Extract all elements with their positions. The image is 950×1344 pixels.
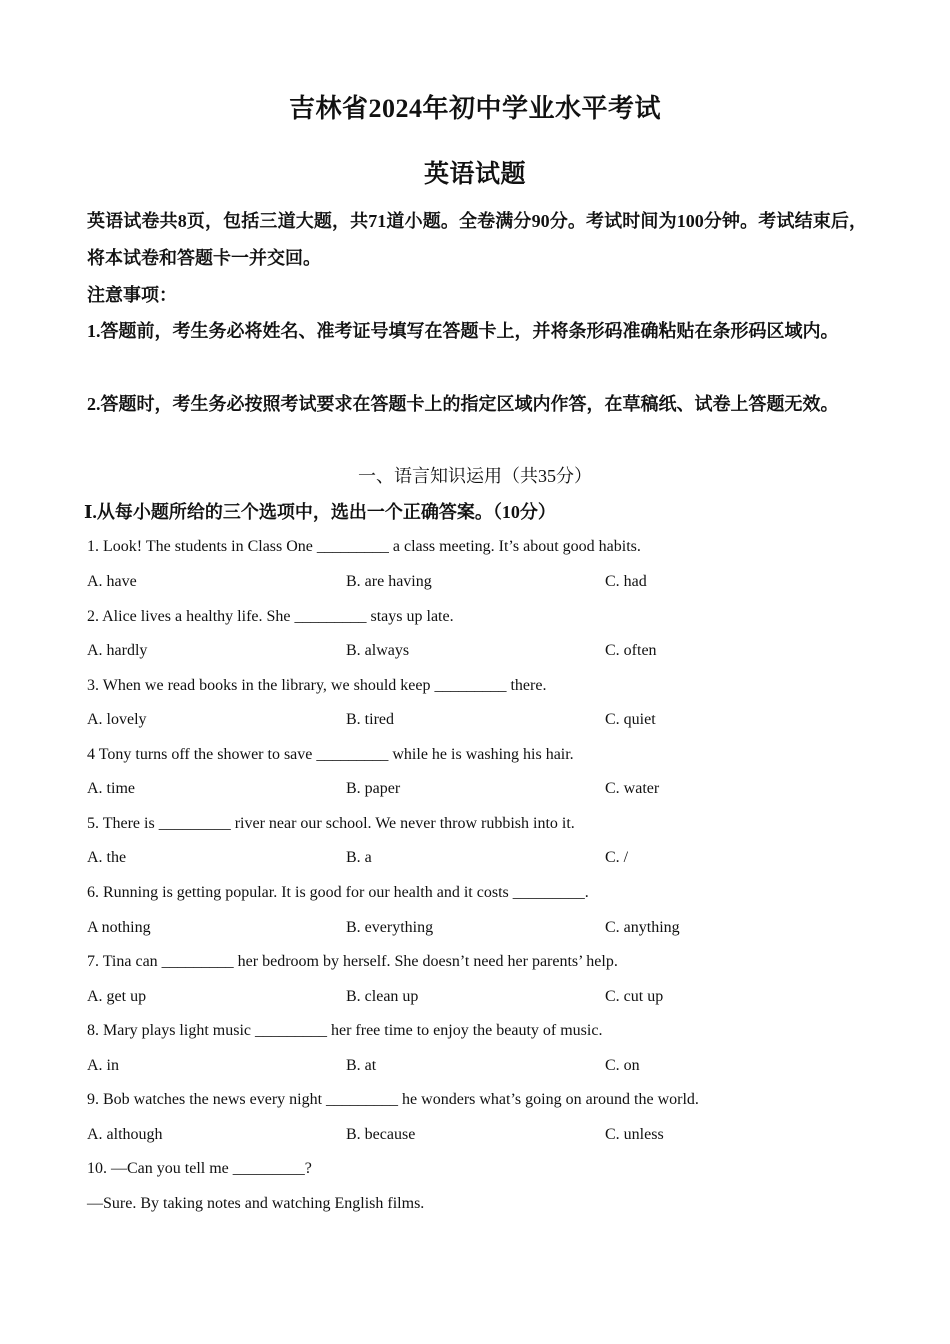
question-6-option-c[interactable]: C. anything xyxy=(605,919,680,936)
question-3-stem: 3. When we read books in the library, we should keep _________ there. xyxy=(87,677,547,694)
part-heading: Ⅰ.从每小题所给的三个选项中，选出一个正确答案。（10分） xyxy=(84,502,556,522)
question-1-option-c[interactable]: C. had xyxy=(605,573,647,590)
question-4-option-c[interactable]: C. water xyxy=(605,780,660,797)
question-5-option-b[interactable]: B. a xyxy=(346,849,372,866)
question-7-option-c[interactable]: C. cut up xyxy=(605,988,664,1005)
question-9-option-a[interactable]: A. although xyxy=(87,1126,163,1143)
question-1-option-b[interactable]: B. are having xyxy=(346,573,432,590)
intro-paragraph: 英语试卷共8页，包括三道大题，共71道小题。全卷满分90分。考试时间为100分钟。考试结束后，将本试卷和答题卡一并交回。 xyxy=(87,211,867,268)
question-10-stem: 10. —Can you tell me _________? xyxy=(87,1160,312,1177)
section-heading: 一、语言知识运用（共35分） xyxy=(358,466,592,486)
question-1-option-a[interactable]: A. have xyxy=(87,573,137,590)
question-2-stem: 2. Alice lives a healthy life. She _________ stays up late. xyxy=(87,608,454,625)
question-6-option-a[interactable]: A nothing xyxy=(87,919,151,936)
question-4-option-a[interactable]: A. time xyxy=(87,780,135,797)
exam-subtitle: 英语试题 xyxy=(423,161,526,188)
notice-heading: 注意事项： xyxy=(87,285,177,305)
question-5-option-a[interactable]: A. the xyxy=(87,849,127,866)
notice-item-1: 1.答题前，考生务必将姓名、准考证号填写在答题卡上，并将条形码准确粘贴在条形码区域内。 xyxy=(87,321,839,341)
question-2-option-c[interactable]: C. often xyxy=(605,642,657,659)
notice-item-2: 2.答题时，考生务必按照考试要求在答题卡上的指定区域内作答，在草稿纸、试卷上答题无效。 xyxy=(87,394,839,414)
question-2-option-b[interactable]: B. always xyxy=(346,642,410,659)
question-2-option-a[interactable]: A. hardly xyxy=(87,642,148,659)
question-7-option-b[interactable]: B. clean up xyxy=(346,988,419,1005)
question-9-option-c[interactable]: C. unless xyxy=(605,1126,664,1143)
question-5-option-c[interactable]: C. / xyxy=(605,849,629,866)
question-3-option-c[interactable]: C. quiet xyxy=(605,711,656,728)
question-7-stem: 7. Tina can _________ her bedroom by herself. She doesn’t need her parents’ help. xyxy=(87,953,618,970)
question-10-reply: —Sure. By taking notes and watching English films. xyxy=(87,1195,425,1212)
question-7-option-a[interactable]: A. get up xyxy=(87,988,147,1005)
question-9-stem: 9. Bob watches the news every night _________ he wonders what’s going on around the world. xyxy=(87,1091,699,1108)
question-5-stem: 5. There is _________ river near our school. We never throw rubbish into it. xyxy=(87,815,575,832)
question-4-stem: 4 Tony turns off the shower to save _________ while he is washing his hair. xyxy=(87,746,574,763)
question-3-option-a[interactable]: A. lovely xyxy=(87,711,147,728)
question-1-stem: 1. Look! The students in Class One _________ a class meeting. It’s about good habits. xyxy=(87,538,641,555)
question-3-option-b[interactable]: B. tired xyxy=(346,711,394,728)
question-6-stem: 6. Running is getting popular. It is good for our health and it costs _________. xyxy=(87,884,589,901)
question-8-option-b[interactable]: B. at xyxy=(346,1057,377,1074)
exam-title: 吉林省2024年初中学业水平考试 xyxy=(288,94,661,123)
question-8-stem: 8. Mary plays light music _________ her free time to enjoy the beauty of music. xyxy=(87,1022,603,1039)
question-9-option-b[interactable]: B. because xyxy=(346,1126,416,1143)
question-6-option-b[interactable]: B. everything xyxy=(346,919,434,936)
question-8-option-a[interactable]: A. in xyxy=(87,1057,119,1074)
question-8-option-c[interactable]: C. on xyxy=(605,1057,640,1074)
question-4-option-b[interactable]: B. paper xyxy=(346,780,401,797)
